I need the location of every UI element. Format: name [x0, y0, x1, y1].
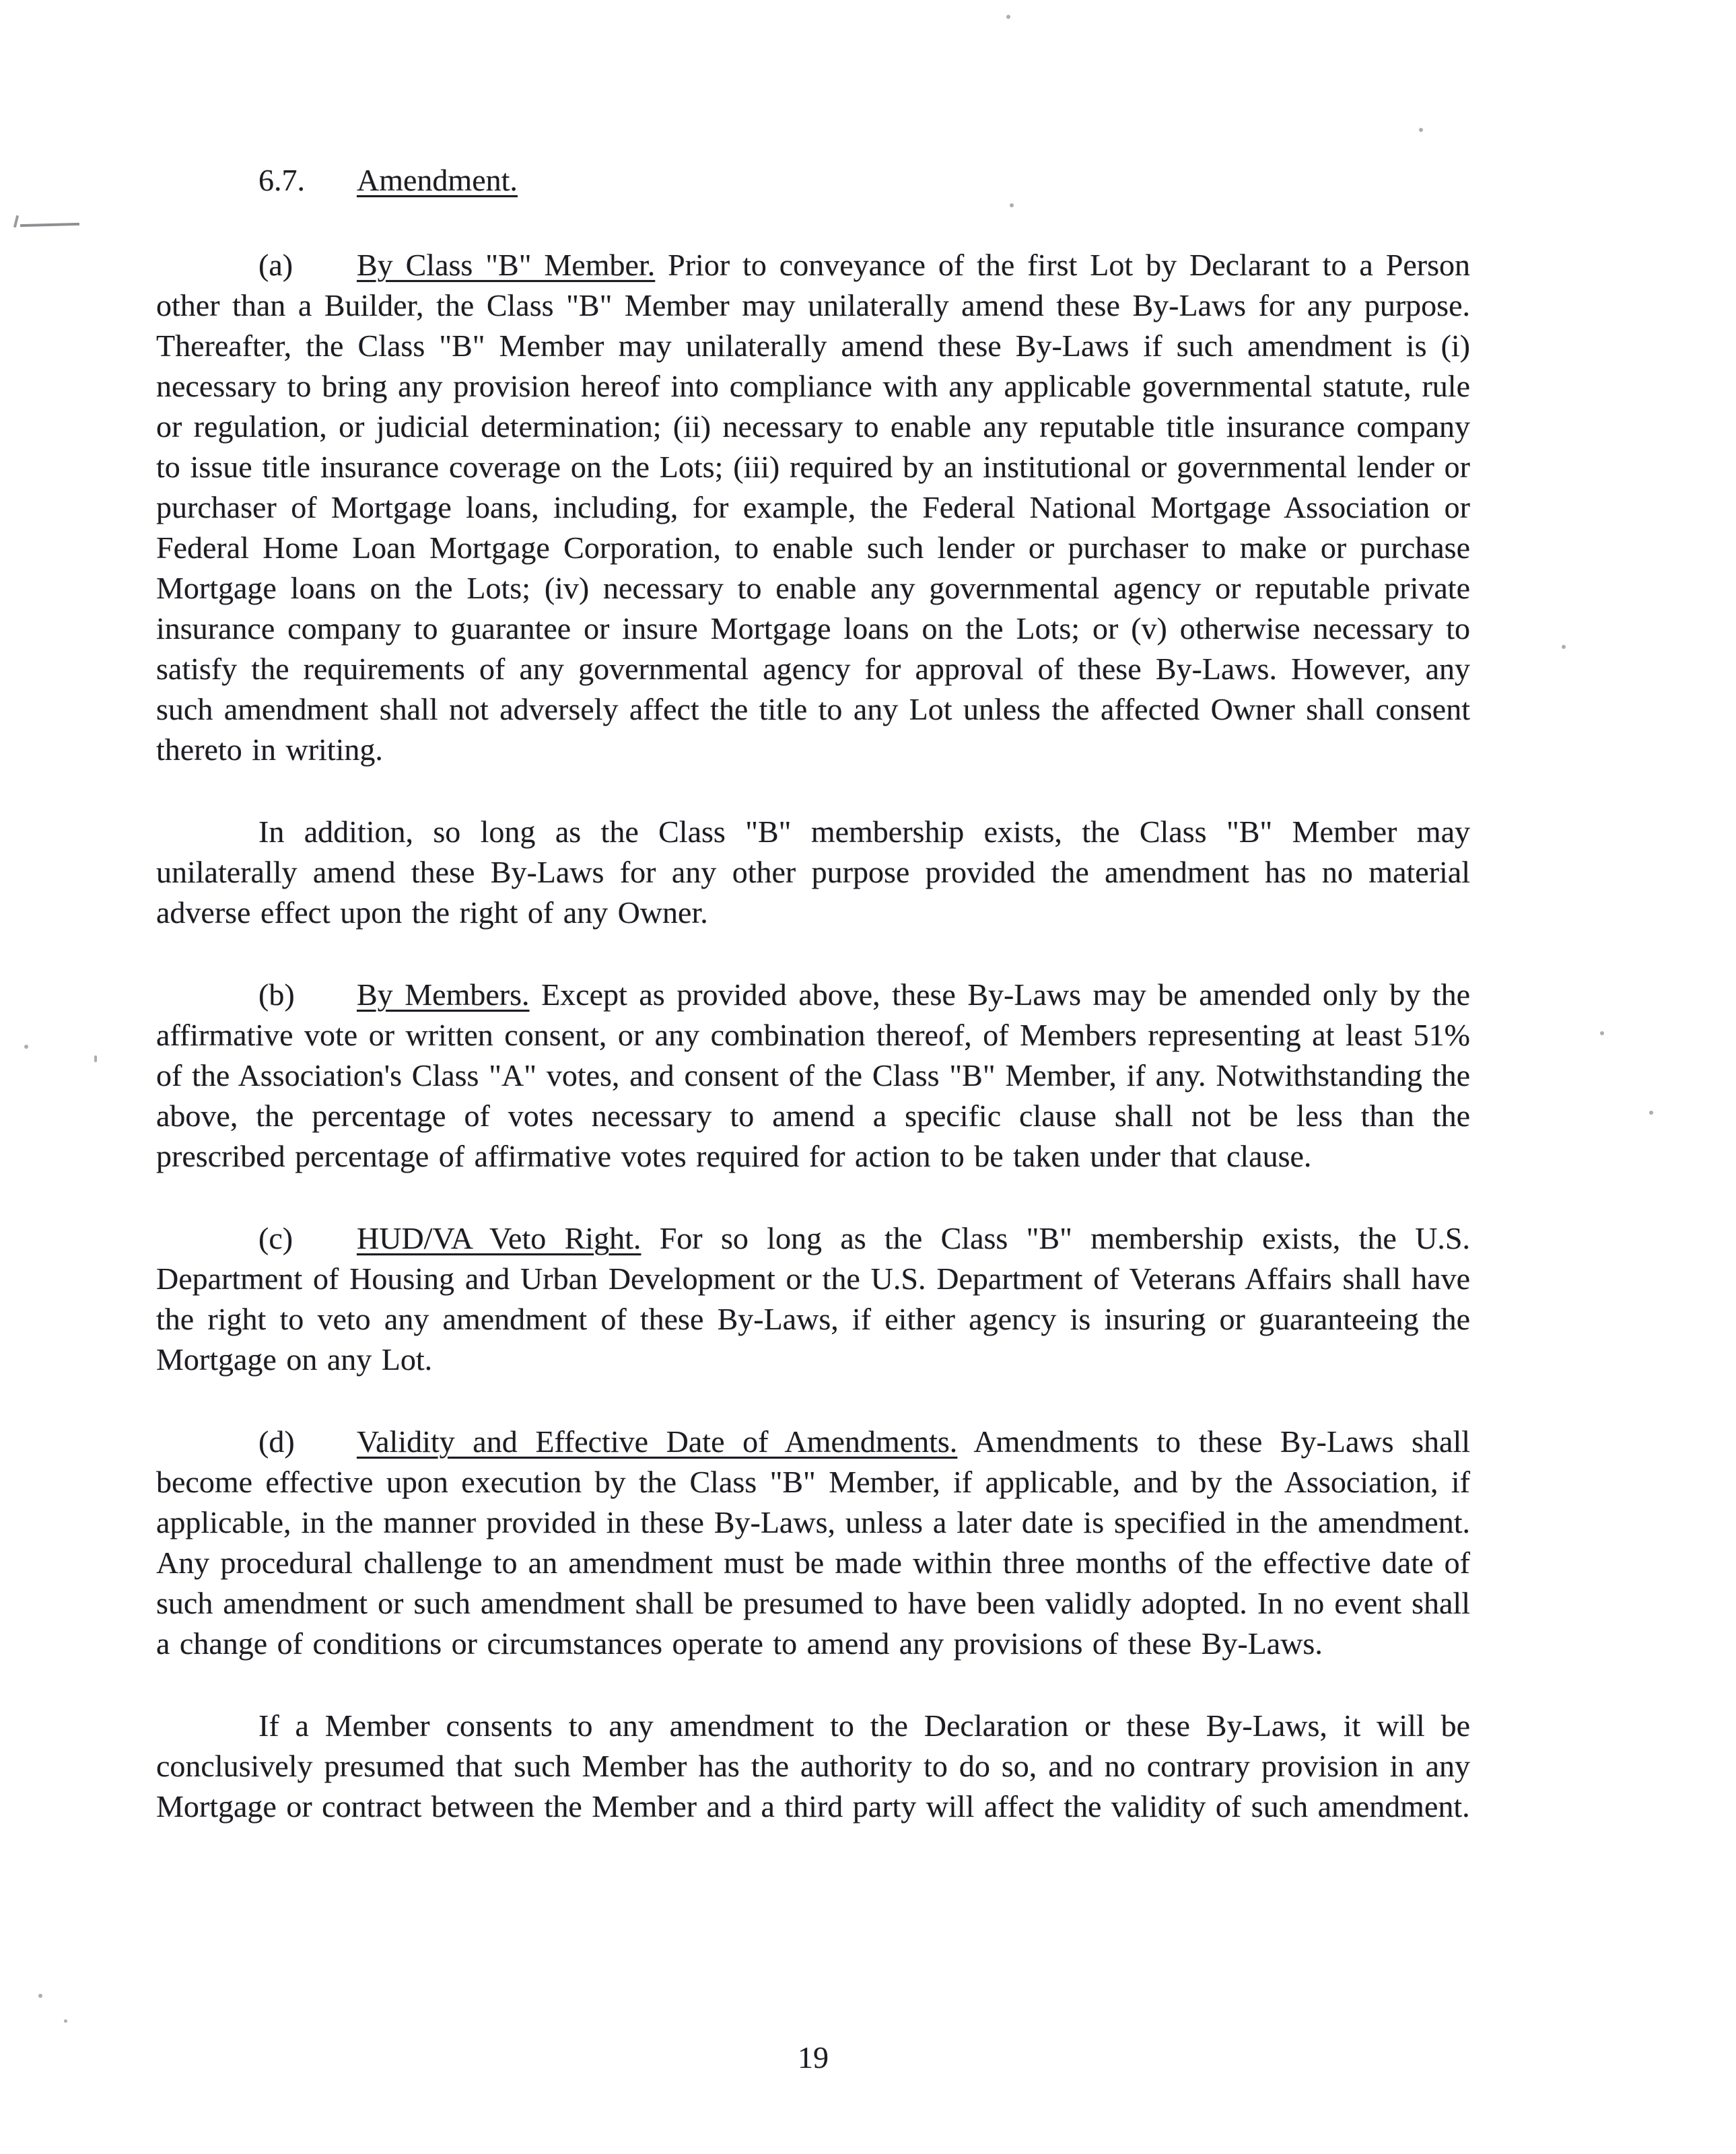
- subsection-heading: Validity and Effective Date of Amendments.: [357, 1424, 958, 1459]
- subsection-text: Except as provided above, these By-Laws may be amended only by the affirmative vote or written consent, or any combination thereof, of Members representing at least 51% of the Association's Class "A" votes, and consent of the Class "B" Member, if any. Notwithstanding the above, the percentage of votes necessary to amend a specific clause shall not be less than the prescribed percentage of affirmative votes required for action to be taken under that clause.: [156, 977, 1471, 1173]
- page-number: 19: [798, 2040, 829, 2075]
- paragraph-continuation-a: [156, 812, 1470, 933]
- closing-paragraph: [156, 1706, 1470, 1827]
- subsection-heading: HUD/VA Veto Right.: [357, 1221, 641, 1255]
- scan-artifact: [38, 1994, 42, 1998]
- scan-artifact: [1600, 1031, 1604, 1035]
- scan-artifact: [1006, 15, 1010, 19]
- subsection-heading: By Members.: [357, 977, 530, 1012]
- section-title: Amendment.: [357, 163, 518, 197]
- scan-artifact: [20, 223, 79, 227]
- subsection-text: Amendments to these By-Laws shall become effective upon execution by the Class "B" Member, if applicable, and by the Association, if applicable, in the manner provided in these By-Laws, unless a later date is specified in the amendment. Any procedural challenge to an amendment must be made within three months of the effective date of such amendment or such amendment shall be presumed to have been validly adopted. In no event shall a change of conditions or circumstances operate to amend any provisions of these By-Laws.: [156, 1424, 1471, 1661]
- scan-artifact: [94, 1055, 97, 1062]
- paragraph-text: In addition, so long as the Class "B" membership exists, the Class "B" Member may unilaterally amend these By-Laws for any other purpose provided the amendment has no material adverse effect upon the right of any Owner.: [156, 814, 1470, 930]
- section-number: 6.7.: [258, 163, 305, 197]
- subsection-label: (c): [258, 1221, 293, 1255]
- scan-artifact: [1562, 645, 1566, 649]
- scan-artifact: [24, 1045, 28, 1049]
- subsection-a: [156, 245, 1470, 770]
- subsection-text: For so long as the Class "B" membership exists, the U.S. Department of Housing and Urban Development or the U.S. Department of Veterans Affairs shall have the right to veto any amendment of these By-Laws, if either agency is insuring or guaranteeing the Mortgage on any Lot.: [156, 1221, 1470, 1377]
- scan-artifact: [64, 2019, 67, 2023]
- subsection-c: [156, 1218, 1470, 1380]
- subsection-heading: By Class "B" Member.: [357, 248, 656, 282]
- scan-artifact: [1419, 128, 1423, 132]
- section-heading: [156, 160, 1470, 201]
- subsection-label: (b): [258, 977, 295, 1012]
- subsection-label: (d): [258, 1424, 295, 1459]
- document-body: [156, 160, 1470, 1869]
- scan-artifact: [1649, 1111, 1653, 1115]
- subsection-d: [156, 1422, 1470, 1664]
- paragraph-text: If a Member consents to any amendment to the Declaration or these By-Laws, it will be conclusively presumed that such Member has the authority to do so, and no contrary provision in any Mortgage or contract between the Member and a third party will affect the validity of such amendment.: [156, 1708, 1470, 1823]
- subsection-text: Prior to conveyance of the first Lot by Declarant to a Person other than a Builder, the Class "B" Member may unilaterally amend these By-Laws for any purpose. Thereafter, the Class "B" Member may unilaterally amend these By-Laws if such amendment is (i) necessary to bring any provision hereof into compliance with any applicable governmental statute, rule or regulation, or judicial determination; (ii) necessary to enable any reputable title insurance company to issue title insurance coverage on the Lots; (iii) required by an institutional or governmental lender or purchaser of Mortgage loans, including, for example, the Federal National Mortgage Association or Federal Home Loan Mortgage Corporation, to enable such lender or purchaser to make or purchase Mortgage loans on the Lots; (iv) necessary to enable any governmental agency or reputable private insurance company to guarantee or insure Mortgage loans on the Lots; or (v) otherwise necessary to satisfy the requirements of any governmental agency for approval of these By-Laws. However, any such amendment shall not adversely affect the title to any Lot unless the affected Owner shall consent thereto in writing.: [156, 248, 1470, 767]
- scan-artifact: [13, 215, 19, 228]
- subsection-b: [156, 975, 1470, 1177]
- subsection-label: (a): [258, 248, 293, 282]
